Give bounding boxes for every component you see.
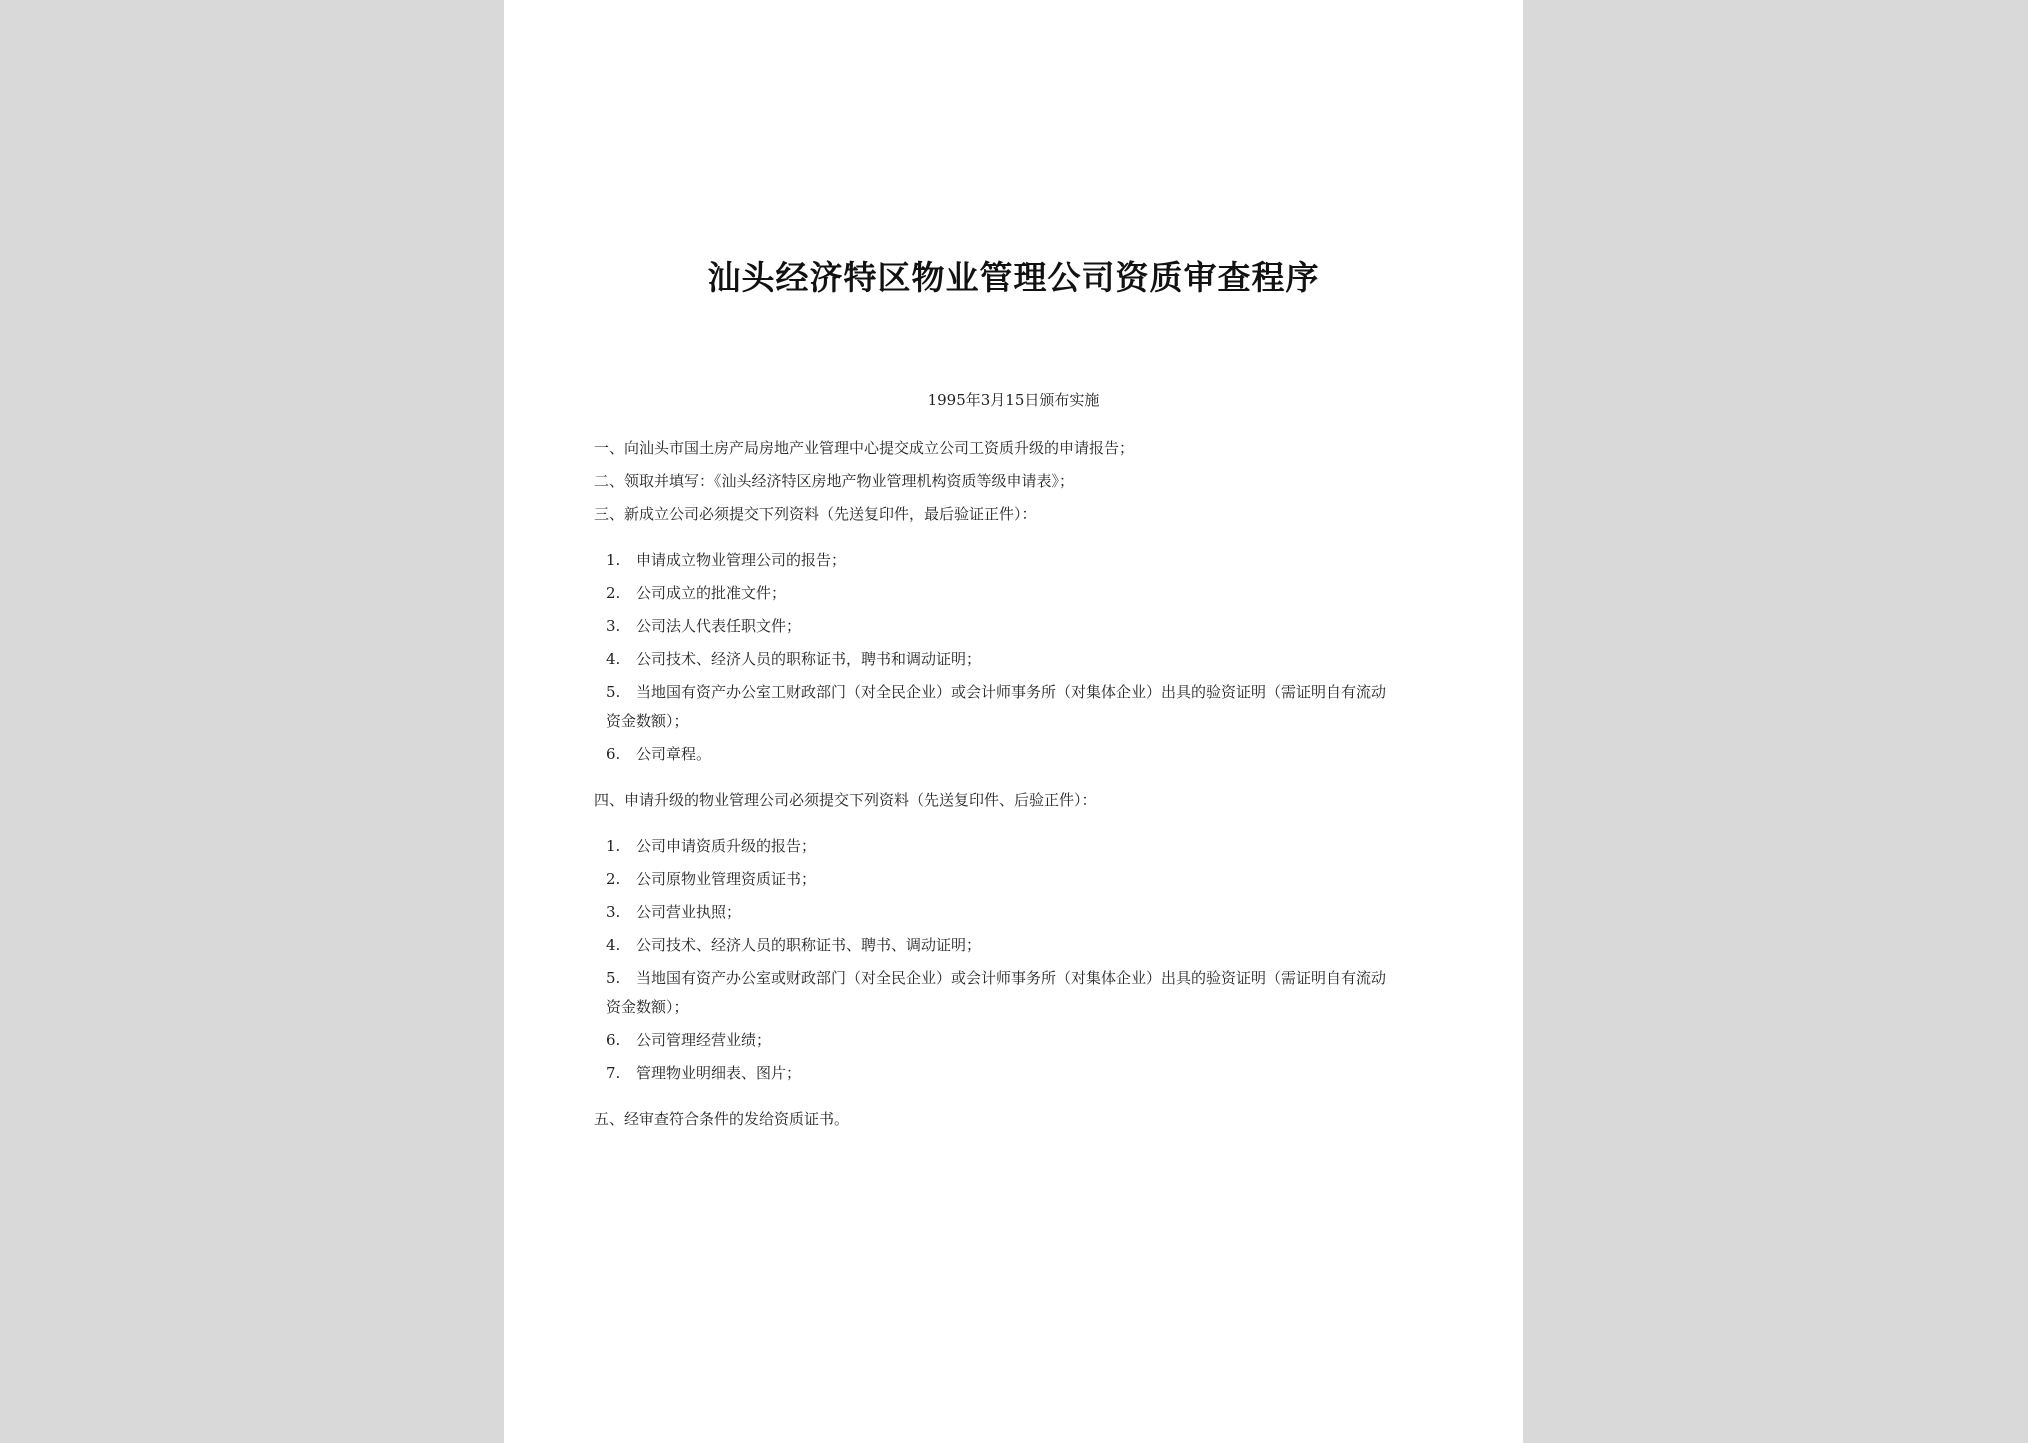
item-number: 4. <box>606 650 621 668</box>
list-item <box>594 869 1474 889</box>
item-text: 管理物业明细表、图片； <box>636 1064 802 1082</box>
item-number: 5. <box>606 969 621 987</box>
section-3-heading: 三、新成立公司必须提交下列资料（先送复印件，最后验证正件）： <box>594 505 1037 523</box>
document-title: 汕头经济特区物业管理公司资质审查程序 <box>707 258 1320 297</box>
item-number: 6. <box>606 745 621 763</box>
item-number: 3. <box>606 903 621 921</box>
item-number: 1. <box>606 837 621 855</box>
item-text: 公司成立的批准文件； <box>636 584 787 602</box>
item-text: 公司管理经营业绩； <box>636 1031 772 1049</box>
item-continuation: 资金数额）； <box>606 998 689 1016</box>
item-text: 当地国有资产办公室或财政部门（对全民企业）或会计师事务所（对集体企业）出具的验资证明（需证明自有流动 <box>636 969 1387 987</box>
section-1: 一、向汕头市国土房产局房地产业管理中心提交成立公司工资质升级的申请报告； <box>594 439 1135 457</box>
item-text: 公司技术、经济人员的职称证书、聘书、调动证明； <box>636 936 982 954</box>
list-item <box>594 744 1474 764</box>
item-text: 公司章程。 <box>636 745 712 763</box>
list-item <box>594 682 1474 702</box>
item-number: 5. <box>606 683 621 701</box>
item-continuation: 资金数额）； <box>606 712 689 730</box>
item-text: 当地国有资产办公室工财政部门（对全民企业）或会计师事务所（对集体企业）出具的验资证明（需证明自有流动 <box>636 683 1387 701</box>
section-2: 二、领取并填写：《汕头经济特区房地产物业管理机构资质等级申请表》； <box>594 472 1075 490</box>
item-text: 公司申请资质升级的报告； <box>636 837 817 855</box>
list-item <box>594 649 1474 669</box>
issue-date: 1995年3月15日颁布实施 <box>927 391 1100 409</box>
list-item <box>594 935 1474 955</box>
list-item <box>594 836 1474 856</box>
item-text: 公司原物业管理资质证书； <box>636 870 817 888</box>
list-item <box>594 616 1474 636</box>
document-body <box>594 438 1474 1129</box>
item-text: 公司技术、经济人员的职称证书，聘书和调动证明； <box>636 650 982 668</box>
list-item <box>594 1063 1474 1083</box>
item-number: 2. <box>606 870 621 888</box>
section-3-list <box>594 550 1474 764</box>
item-number: 2. <box>606 584 621 602</box>
list-item <box>594 1030 1474 1050</box>
section-4-list <box>594 836 1474 1083</box>
section-4-heading: 四、申请升级的物业管理公司必须提交下列资料（先送复印件、后验正件）： <box>594 791 1097 809</box>
item-number: 3. <box>606 617 621 635</box>
list-item <box>594 968 1474 988</box>
item-text: 公司法人代表任职文件； <box>636 617 802 635</box>
section-5: 五、经审查符合条件的发给资质证书。 <box>594 1110 850 1128</box>
document-page <box>504 0 1523 1443</box>
item-number: 7. <box>606 1064 621 1082</box>
item-number: 1. <box>606 551 621 569</box>
list-item <box>594 583 1474 603</box>
item-number: 6. <box>606 1031 621 1049</box>
item-text: 申请成立物业管理公司的报告； <box>636 551 847 569</box>
item-text: 公司营业执照； <box>636 903 742 921</box>
list-item <box>594 550 1474 570</box>
list-item <box>594 902 1474 922</box>
item-number: 4. <box>606 936 621 954</box>
